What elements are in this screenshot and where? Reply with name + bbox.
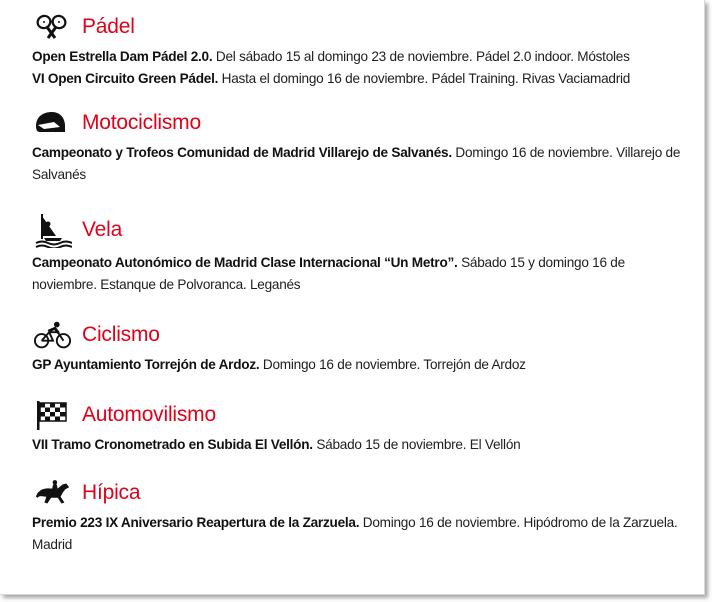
event-name: VII Tramo Cronometrado en Subida El Vellón. — [32, 437, 313, 452]
event-details: Sábado 15 y domingo 16 de noviembre. Estanque de Polvoranca. Leganés — [32, 255, 625, 292]
section-header — [32, 318, 692, 352]
section-header — [32, 106, 692, 140]
event-details: Del sábado 15 al domingo 23 de noviembre. Pádel 2.0 indoor. Móstoles — [212, 49, 630, 64]
event-entry — [32, 46, 692, 68]
event-name: VI Open Circuito Green Pádel. — [32, 71, 219, 86]
event-details: Hasta el domingo 16 de noviembre. Pádel Training. Rivas Vaciamadrid — [218, 71, 631, 86]
event-entry — [32, 142, 692, 186]
checkered-flag-icon — [34, 399, 72, 431]
event-name: Campeonato Autonómico de Madrid Clase Internacional “Un Metro”. — [32, 255, 458, 270]
event-entry — [32, 434, 692, 456]
motorcycle-helmet-icon — [34, 107, 72, 139]
event-name: Campeonato y Trofeos Comunidad de Madrid Villarejo de Salvanés. — [32, 145, 452, 160]
section-body — [32, 142, 692, 186]
section-vela — [32, 210, 692, 296]
section-title: Motociclismo — [82, 111, 201, 134]
section-title: Pádel — [82, 15, 135, 38]
section-body — [32, 252, 692, 296]
section-ciclismo — [32, 318, 692, 376]
event-details: Domingo 16 de noviembre. Villarejo de Salvanés — [32, 145, 681, 182]
section-motociclismo — [32, 106, 692, 186]
section-title: Vela — [82, 218, 123, 241]
event-entry — [32, 68, 692, 90]
section-hipica — [32, 476, 692, 556]
event-details: Sábado 15 de noviembre. El Vellón — [312, 437, 521, 452]
section-automovilismo — [32, 398, 692, 456]
event-entry — [32, 512, 692, 556]
padel-rackets-icon — [34, 11, 72, 43]
event-name: Premio 223 IX Aniversario Reapertura de la Zarzuela. — [32, 515, 360, 530]
section-header — [32, 10, 692, 44]
event-name: GP Ayuntamiento Torrejón de Ardoz. — [32, 357, 260, 372]
section-title: Ciclismo — [82, 323, 160, 346]
section-body — [32, 354, 692, 376]
section-padel — [32, 10, 692, 90]
section-body — [32, 434, 692, 456]
horse-riding-icon — [34, 477, 72, 509]
section-title: Automovilismo — [82, 403, 216, 426]
cyclist-icon — [34, 319, 72, 351]
section-body — [32, 512, 692, 556]
section-header — [32, 398, 692, 432]
section-title: Hípica — [82, 481, 141, 504]
event-details: Domingo 16 de noviembre. Torrejón de Ardoz — [259, 357, 526, 372]
event-details: Domingo 16 de noviembre. Hipódromo de la Zarzuela. Madrid — [32, 515, 678, 552]
event-name: Open Estrella Dam Pádel 2.0. — [32, 49, 213, 64]
section-body — [32, 46, 692, 90]
section-header — [32, 210, 692, 250]
section-header — [32, 476, 692, 510]
sailing-icon — [34, 210, 72, 250]
event-entry — [32, 252, 692, 296]
event-entry — [32, 354, 692, 376]
